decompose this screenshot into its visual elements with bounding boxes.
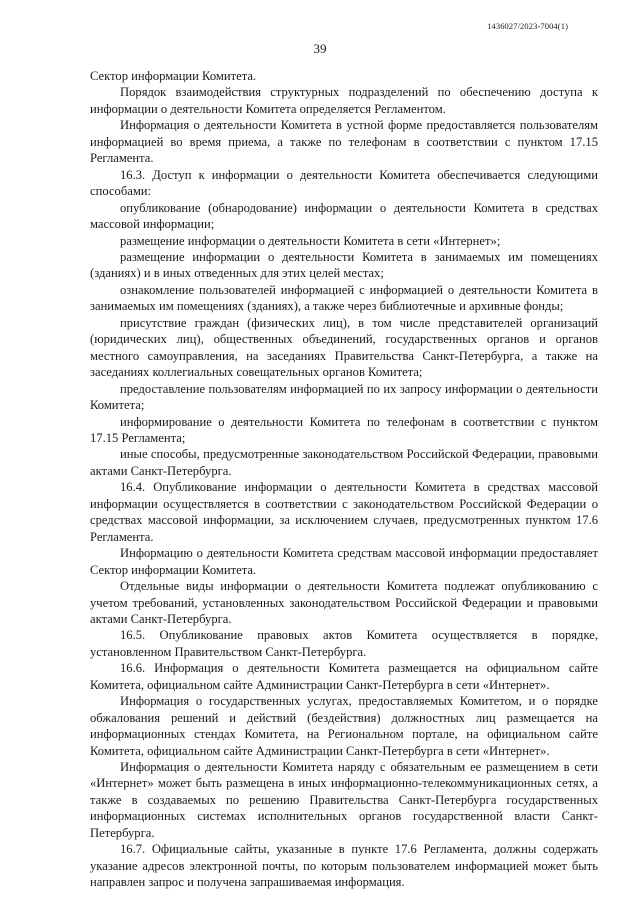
paragraph: размещение информации о деятельности Комитета в занимаемых им помещениях (зданиях) и в иных отведенных для этих целей местах; <box>90 249 598 281</box>
paragraph: иные способы, предусмотренные законодательством Российской Федерации, правовыми актами Санкт-Петербурга. <box>90 447 598 478</box>
page-number: 39 <box>313 41 327 56</box>
paragraph: 16.5. Опубликование правовых актов Комитета осуществляется в порядке, установленном Правительством Санкт-Петербурга. <box>90 628 598 659</box>
paragraph: Информация о деятельности Комитета в устной форме предоставляется пользователям информацией во время приема, а также по телефонам в соответствии с пунктом 17.15 Регламента. <box>90 118 598 166</box>
document-id: 1436027/2023-7004(1) <box>487 21 568 31</box>
paragraph: информирование о деятельности Комитета по телефонам в соответствии с пунктом 17.15 Регламента; <box>90 414 598 445</box>
paragraph: размещение информации о деятельности Комитета в сети «Интернет»; <box>120 233 501 248</box>
paragraph: опубликование (обнародование) информации о деятельности Комитета в средствах массовой информации; <box>90 200 598 232</box>
paragraph: Информация о деятельности Комитета наряду с обязательным ее размещением в сети «Интернет» может быть размещена в иных информационно-телекоммуникационных сетях, а также в создаваемых по решению Правительства Санкт-Петербурга государственных информационных системах исполнительных органов государственной власти Санкт-Петербурга. <box>90 760 598 840</box>
paragraph: присутствие граждан (физических лиц), в том числе представителей организаций (юридических лиц), общественных объединений, государственных органов и органов местного самоуправления, на заседаниях Правительства Санкт-Петербурга, а также на заседаниях коллегиальных совещательных органов Комитета; <box>90 315 598 380</box>
paragraph: 16.6. Информация о деятельности Комитета размещается на официальном сайте Комитета, официальном сайте Администрации Санкт-Петербурга в сети «Интернет». <box>90 661 598 692</box>
paragraph: Сектор информации Комитета. <box>90 69 257 83</box>
paragraph: Информация о государственных услугах, предоставляемых Комитетом, и о порядке обжалования решений и действий (бездействия) должностных лиц размещается на информационных стендах Комитета, на Региональном портале, на официальном сайте Комитета, официальном сайте Администрации Санкт-Петербурга в сети «Интернет». <box>90 694 598 758</box>
paragraph: ознакомление пользователей информацией с информацией о деятельности Комитета в занимаемых им помещениях (зданиях), а также через библиотечные и архивные фонды; <box>90 282 598 314</box>
paragraph: Отдельные виды информации о деятельности Комитета подлежат опубликованию с учетом требований, установленных законодательством Российской Федерации и правовыми актами Санкт-Петербурга. <box>90 579 598 626</box>
paragraph: 16.3. Доступ к информации о деятельности Комитета обеспечивается следующими способами: <box>90 167 598 199</box>
paragraph: предоставление пользователям информацией по их запросу информации о деятельности Комитета; <box>90 381 598 413</box>
document-body <box>90 68 598 891</box>
paragraph: Порядок взаимодействия структурных подразделений по обеспечению доступа к информации о деятельности Комитета определяется Регламентом. <box>90 85 598 116</box>
paragraph: 16.4. Опубликование информации о деятельности Комитета в средствах массовой информации осуществляется в соответствии с законодательством Российской Федерации о средствах массовой информации, за исключением случаев, предусмотренных пунктом 17.6 Регламента. <box>90 480 598 544</box>
paragraph: 16.7. Официальные сайты, указанные в пункте 17.6 Регламента, должны содержать указание адресов электронной почты, по которым пользователем информацией может быть направлен запрос и получена запрашиваемая информация. <box>90 842 598 890</box>
paragraph: Информацию о деятельности Комитета средствам массовой информации предоставляет Сектор информации Комитета. <box>90 546 598 577</box>
